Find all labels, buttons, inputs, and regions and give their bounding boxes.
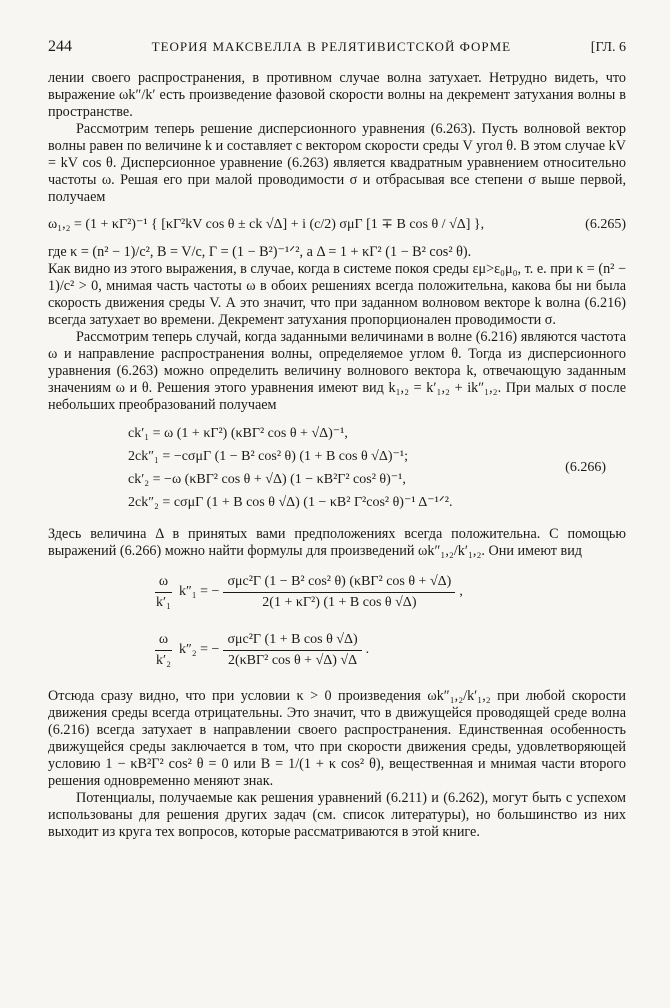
ratio-2-denominator: 2(κBΓ² cos θ + √Δ) √Δ [227,652,358,668]
ratio-2-tail: . [365,642,370,657]
paragraph-3: Как видно из этого выражения, в случае, когда в системе покоя среды εμ>ε₀μ₀, т. е. при κ = (n² − 1)/c² > 0, мнимая часть частоты ω в обоих решениях всегда положительна, какова бы ни была скорость движения среды V. А это значит, что при заданном волновом векторе k волна (6.216) всегда затухает во времени. Декремент затухания пропорционален проводимости σ. [48,261,626,328]
ratio-2-rhs-fraction [223,631,361,670]
ratio-equation-2 [148,624,626,676]
paragraph-2: Рассмотрим теперь решение дисперсионного уравнения (6.263). Пусть волновой вектор волны равен по величине k и составляет с вектором скорости среды V угол θ. В этом случае kV = kV cos θ. Дисперсионное уравнение (6.263) является квадратным уравнением относительно частоты ω. Решая его при малой проводимости σ и отбрасывая все степени σ выше первой, получаем [48,121,626,205]
equation-6-265-number: (6.265) [585,217,626,232]
paragraph-4: Рассмотрим теперь случай, когда заданными величинами в волне (6.216) являются частота ω и направление распространения волны, определяемое углом θ. Тогда из дисперсионного уравнения (6.263) можно определить величину волнового вектора k, отвечающую заданным значениям ω и θ. Решения этого уравнения имеют вид k₁,₂ = k′₁,₂ + ik″₁,₂. При малых σ после небольших преобразований получаем [48,329,626,413]
equation-6-266-line-2: 2ck″₁ = −cσμΓ (1 − B² cos² θ) (1 + B cos θ √Δ)⁻¹; [128,449,408,464]
ratio-1-lhs-den: k′₁ [156,594,171,610]
equation-6-265 [48,216,626,234]
equation-6-266-line-4: 2ck″₂ = cσμΓ (1 + B cos θ √Δ) (1 − κB² Γ²cos² θ)⁻¹ Δ⁻¹ᐟ². [128,495,453,510]
ratio-2-lhs-num: ω [155,631,172,651]
paragraph-6: Отсюда сразу видно, что при условии κ > 0 произведения ωk″₁,₂/k′₁,₂ при любой скорости движения среды всегда отрицательны. Это значит, что в движущейся проводящей среде волна (6.216) всегда затухает в направлении своего распространения. Единственная особенность движущейся среды заключается в том, что при скорости движения среды, удовлетворяющей условию 1 − κB²Γ² cos² θ = 0 или B = 1/(1 + κ cos² θ), вещественная и мнимая части второго решения одновременно меняют знак. [48,688,626,789]
equation-6-266 [48,422,626,514]
paragraph-7: Потенциалы, получаемые как решения уравнений (6.211) и (6.262), могут быть с успехом использованы для решения других задач (см. список литературы), но большинство из них выходит из круга тех вопросов, которые рассматриваются в этой книге. [48,790,626,840]
ratio-2-lhs-tail: k″₂ = − [178,642,220,657]
ratio-1-lhs-fraction [152,573,175,612]
equation-6-266-line-1: ck′₁ = ω (1 + κΓ²) (κBΓ² cos θ + √Δ)⁻¹, [128,426,348,441]
equation-6-266-line-3: ck′₂ = −ω (κBΓ² cos θ + √Δ) (1 − κB²Γ² cos² θ)⁻¹, [128,472,406,487]
ratio-1-denominator: 2(1 + κΓ²) (1 + B cos θ √Δ) [262,594,417,610]
running-title: ТЕОРИЯ МАКСВЕЛЛА В РЕЛЯТИВИСТСКОЙ ФОРМЕ [151,39,512,54]
page-number: 244 [48,38,72,55]
equation-6-265-formula: ω₁,₂ = (1 + κΓ²)⁻¹ { [κΓ²kV cos θ ± ck √Δ] + i (c/2) σμΓ [1 ∓ B cos θ / √Δ] }, [48,217,485,232]
ratio-1-lhs-tail: k″₁ = − [178,584,220,599]
ratio-2-numerator: σμc²Γ (1 + B cos θ √Δ) [223,631,361,651]
ratio-1-tail: , [459,584,463,599]
paragraph-1: лении своего распространения, в противном случае волна затухает. Нетрудно видеть, что выражение ωk″/k′ есть произведение фазовой скорости волны на декремент затухания волны в пространстве. [48,70,626,120]
running-header [48,38,626,56]
ratio-1-rhs-fraction [223,573,455,612]
equation-6-266-number: (6.266) [565,460,606,475]
where-line: где κ = (n² − 1)/c², B = V/c, Γ = (1 − B²)⁻¹ᐟ², а Δ = 1 + κΓ² (1 − B² cos² θ). [48,244,472,260]
ratio-1-numerator: σμc²Γ (1 − B² cos² θ) (κBΓ² cos θ + √Δ) [223,573,455,593]
ratio-2-lhs-fraction [152,631,175,670]
ratio-2-lhs-den: k′₂ [156,652,171,668]
chapter-label: [ГЛ. 6 [590,40,626,55]
ratio-equation-1 [148,566,626,618]
ratio-1-lhs-num: ω [155,573,172,593]
paragraph-5: Здесь величина Δ в принятых вами предположениях всегда положительна. С помощью выражений (6.266) можно найти формулы для произведений ωk″₁,₂/k′₁,₂. Они имеют вид [48,526,626,559]
